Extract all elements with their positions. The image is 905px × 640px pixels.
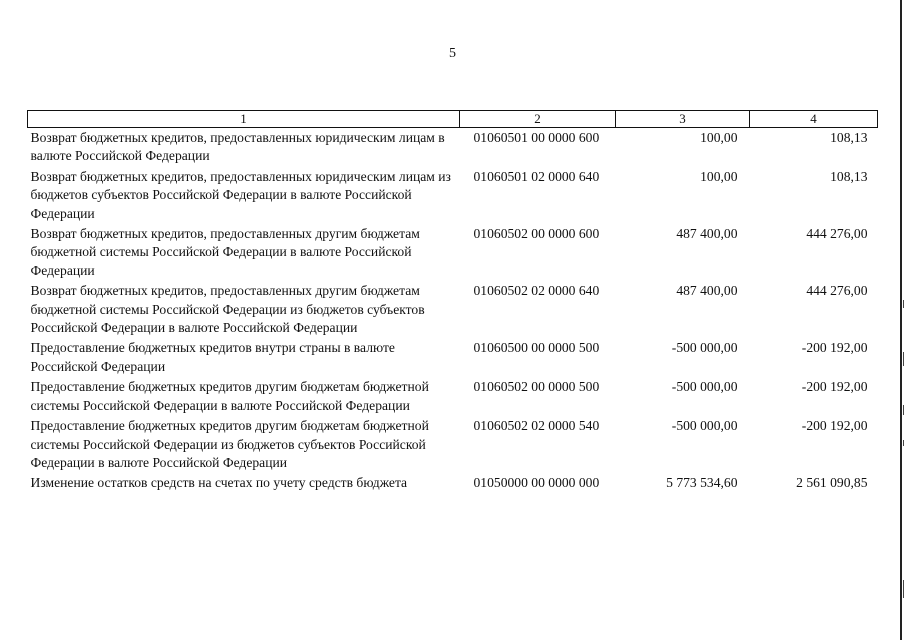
column-header-3: 3 [616, 111, 750, 128]
page-number: 5 [449, 46, 456, 61]
scan-mark [903, 405, 904, 415]
row-name: Возврат бюджетных кредитов, предоставленных юридическим лицам из бюджетов субъектов Российской Федерации в валюте Российской Федерации [30, 168, 451, 221]
column-header-1: 1 [28, 111, 460, 128]
row-code: 01060502 00 0000 500 [473, 379, 600, 395]
row-value-col4: 108,13 [830, 130, 868, 145]
table-row [28, 167, 878, 224]
row-value-col3: 487 400,00 [676, 283, 738, 299]
row-value-col3: -500 000,00 [671, 379, 738, 395]
row-code: 01060502 00 0000 600 [473, 226, 600, 242]
scan-mark [903, 300, 904, 308]
scan-edge-line [900, 0, 902, 640]
row-code: 01060502 02 0000 640 [473, 283, 600, 299]
table-row [28, 338, 878, 377]
row-value-col4: 108,13 [830, 168, 868, 184]
table-header-row [28, 111, 878, 128]
row-value-col3: -500 000,00 [671, 418, 738, 434]
row-value-col4: -200 192,00 [801, 379, 868, 395]
row-value-col3: 100,00 [700, 168, 738, 184]
row-value-col3: -500 000,00 [671, 340, 738, 356]
budget-sources-table [27, 110, 878, 494]
row-code: 01060502 02 0000 540 [473, 418, 600, 434]
row-name: Возврат бюджетных кредитов, предоставленных другим бюджетам бюджетной системы Российской Федерации в валюте Российской Федерации [30, 226, 420, 278]
table-row [28, 128, 878, 167]
row-value-col4: -200 192,00 [801, 340, 868, 356]
row-code: 01060501 02 0000 640 [473, 168, 600, 184]
table-row [28, 281, 878, 338]
table-row [28, 224, 878, 281]
scan-mark [903, 580, 904, 598]
row-code: 01060501 00 0000 600 [473, 130, 600, 145]
row-value-col3: 487 400,00 [676, 226, 738, 242]
row-name: Предоставление бюджетных кредитов другим бюджетам бюджетной системы Российской Федерации в валюте Российской Федерации [30, 379, 429, 413]
row-value-col4: 444 276,00 [806, 283, 868, 299]
column-header-2: 2 [460, 111, 616, 128]
row-value-col4: 444 276,00 [806, 226, 868, 242]
row-code: 01060500 00 0000 500 [473, 340, 600, 356]
row-value-col3: 5 773 534,60 [666, 475, 738, 491]
row-value-col4: 2 561 090,85 [796, 475, 868, 491]
row-name: Предоставление бюджетных кредитов другим бюджетам бюджетной системы Российской Федерации из бюджетов субъектов Российской Федерации в валюте Российской Федерации [30, 418, 429, 470]
table-row [28, 377, 878, 416]
table-row [28, 416, 878, 473]
column-header-4: 4 [750, 111, 878, 128]
scan-mark [903, 440, 904, 446]
table-row [28, 473, 878, 493]
row-name: Возврат бюджетных кредитов, предоставленных юридическим лицам в валюте Российской Федерации [30, 130, 445, 164]
row-value-col3: 100,00 [700, 130, 738, 145]
row-name: Возврат бюджетных кредитов, предоставленных другим бюджетам бюджетной системы Российской Федерации из бюджетов субъектов Российской Федерации в валюте Российской Федерации [30, 283, 425, 336]
scan-mark [903, 352, 904, 366]
row-name: Изменение остатков средств на счетах по учету средств бюджета [30, 475, 408, 491]
row-code: 01050000 00 0000 000 [473, 475, 600, 491]
row-name: Предоставление бюджетных кредитов внутри страны в валюте Российской Федерации [30, 340, 395, 374]
row-value-col4: -200 192,00 [801, 418, 868, 434]
